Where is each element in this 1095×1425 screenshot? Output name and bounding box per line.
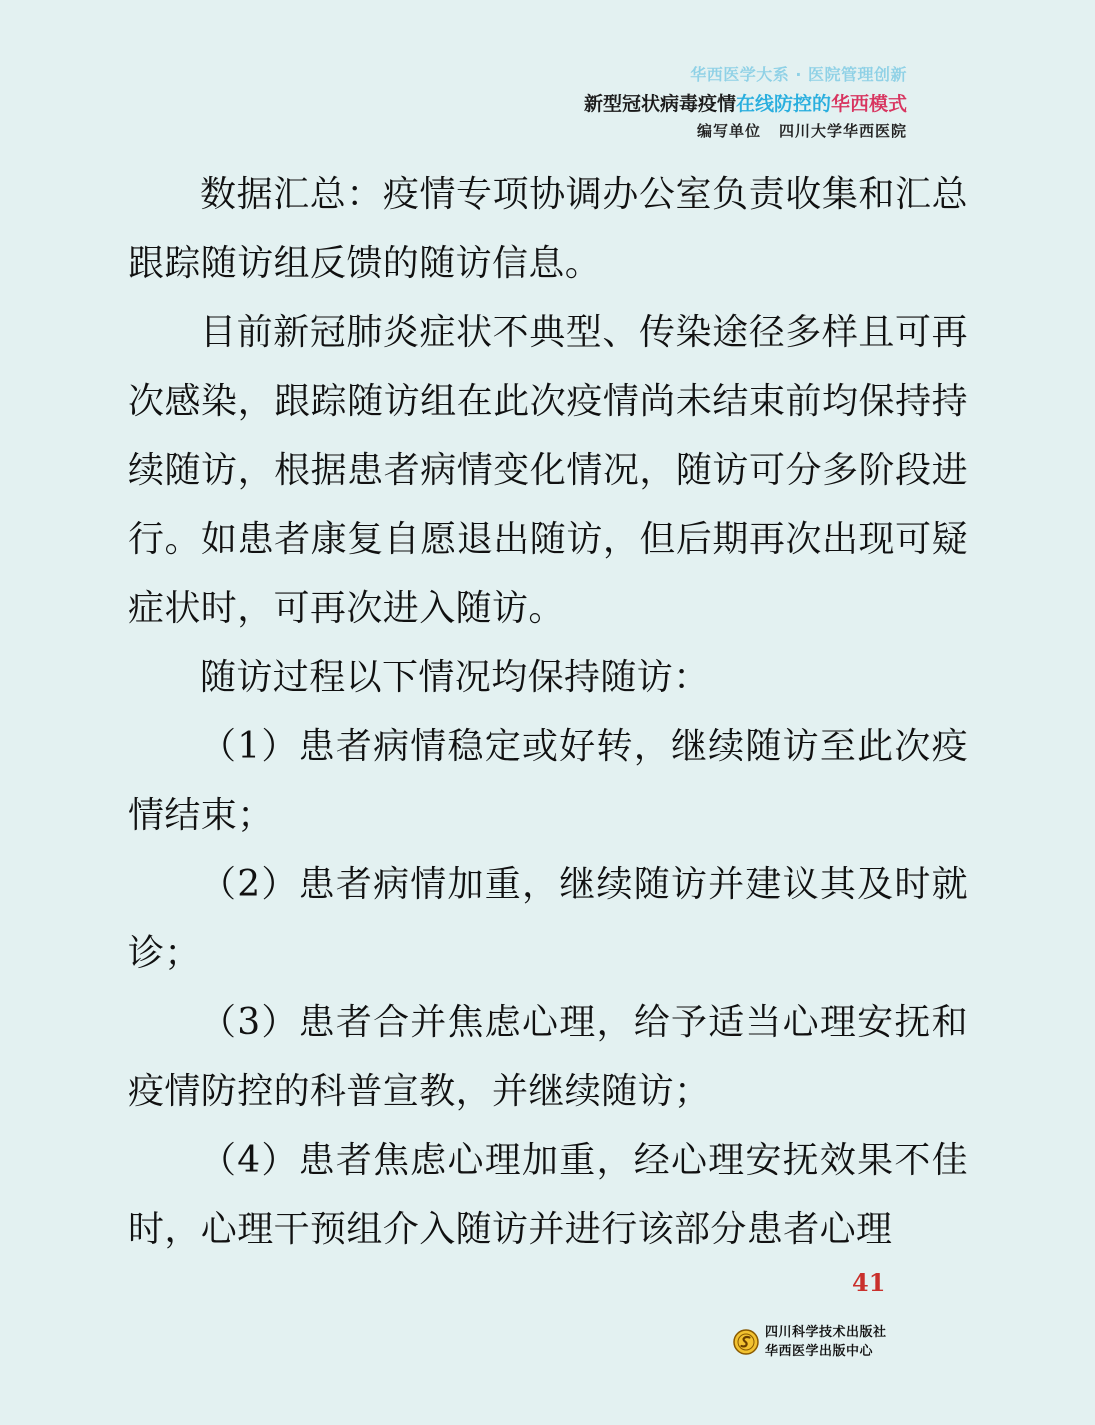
paragraph: 随访过程以下情况均保持随访： xyxy=(200,657,710,698)
paragraph: 目前新冠肺炎症状不典型、传染途径多样且可再次感染，跟踪随访组在此次疫情尚未结束前均保持持续随访，根据患者病情变化情况，随访可分多阶段进行。如患者康复自愿退出随访，但后期再次出现可疑症状时，可再次进入随访。 xyxy=(128,312,968,629)
list-item: （2）患者病情加重，继续随访并建议其及时就诊； xyxy=(128,864,968,974)
publisher-line1: 四川科学技术出版社 xyxy=(765,1325,887,1340)
author-organization xyxy=(584,118,907,144)
page-number: 41 xyxy=(852,1268,886,1297)
org-label: 编写单位 xyxy=(696,122,761,140)
list-item: （1）患者病情稳定或好转，继续随访至此次疫情结束； xyxy=(128,726,968,836)
book-series: 华西医学大系 · 医院管理创新 xyxy=(690,65,907,84)
book-title-part2: 在线防控的 xyxy=(735,93,831,115)
book-title-part3: 华西模式 xyxy=(830,93,907,115)
list-item: （4）患者焦虑心理加重，经心理安抚效果不佳时，心理干预组介入随访并进行该部分患者心理 xyxy=(128,1140,968,1250)
list-item: （3）患者合并焦虑心理，给予适当心理安抚和疫情防控的科普宣教，并继续随访； xyxy=(128,1002,968,1112)
running-header xyxy=(584,60,907,144)
paragraph: 数据汇总：疫情专项协调办公室负责收集和汇总跟踪随访组反馈的随访信息。 xyxy=(128,174,968,284)
book-title xyxy=(584,90,907,118)
body-text xyxy=(128,160,968,1264)
org-name: 四川大学华西医院 xyxy=(778,122,907,140)
publisher-footer xyxy=(733,1323,887,1361)
publisher-names xyxy=(765,1323,887,1361)
publisher-logo-icon xyxy=(733,1329,759,1355)
book-title-part1: 新型冠状病毒疫情 xyxy=(583,93,736,115)
publisher-line2: 华西医学出版中心 xyxy=(765,1344,874,1359)
